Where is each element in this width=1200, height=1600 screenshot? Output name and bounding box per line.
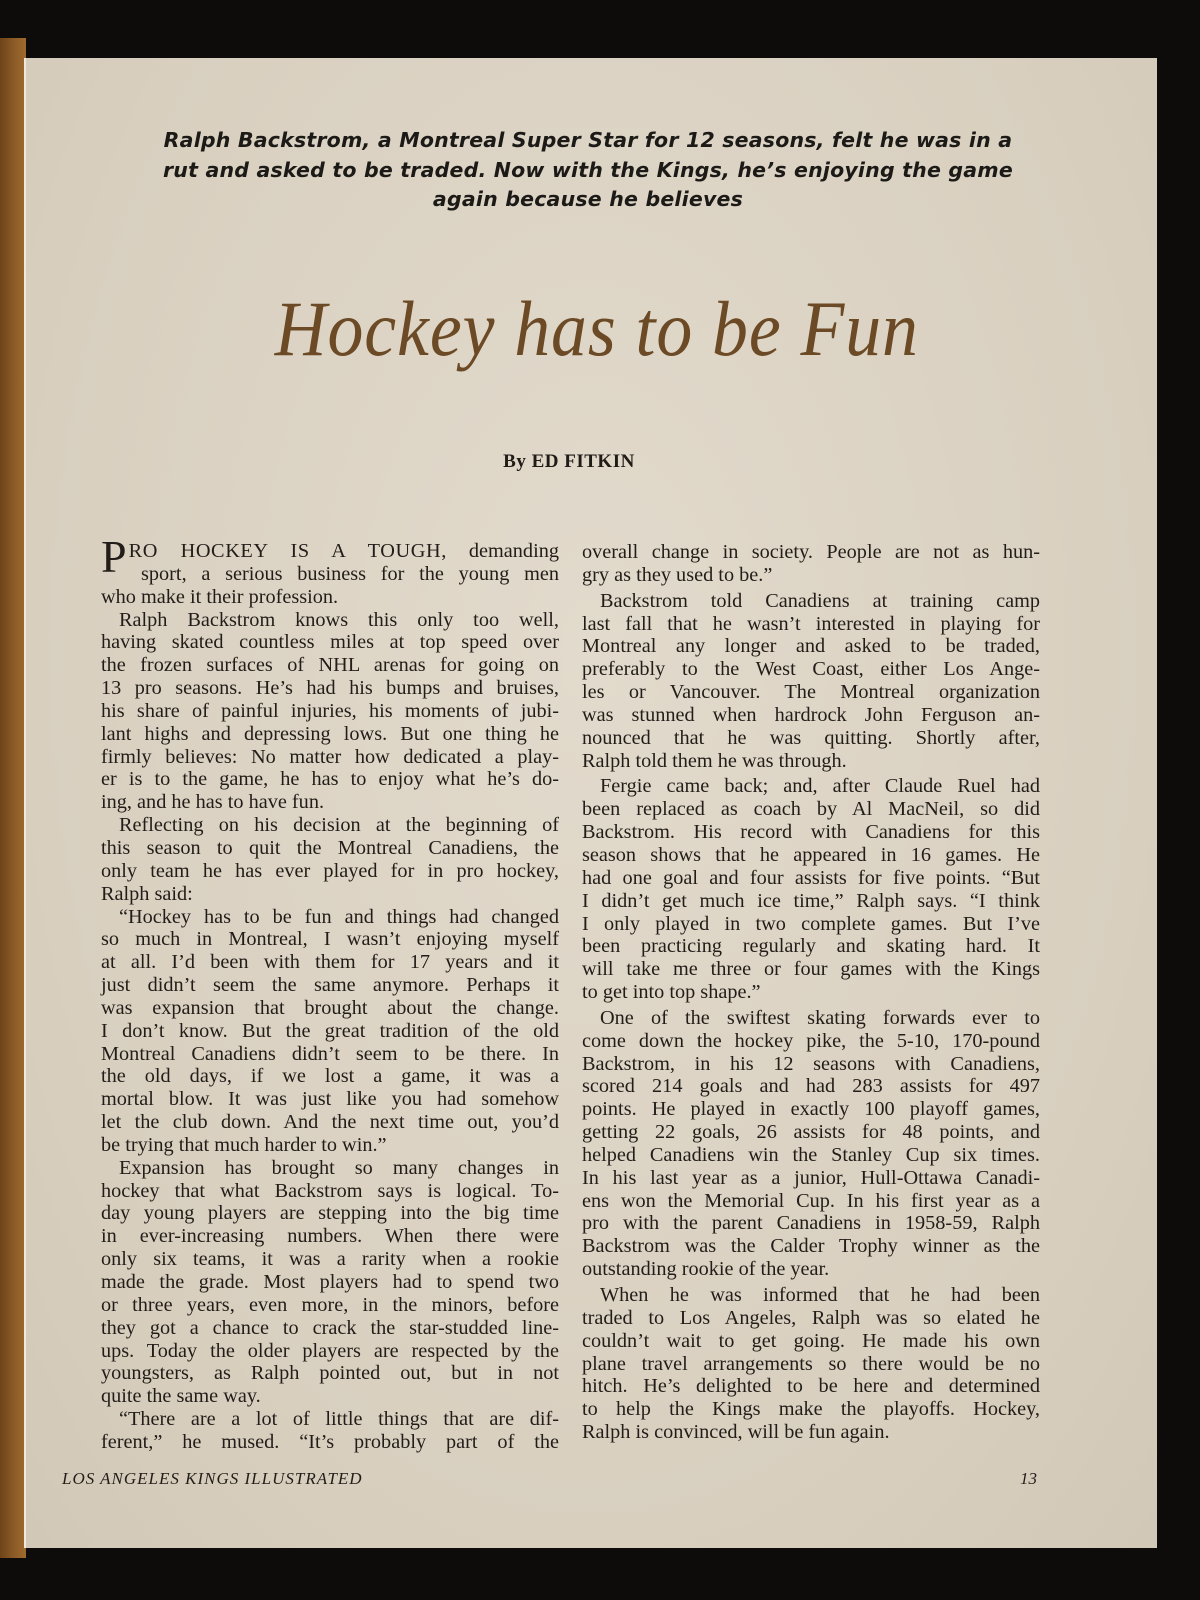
text-line: les or Vancouver. The Montreal organization <box>582 681 1040 704</box>
text-line: quite the same way. <box>101 1385 261 1408</box>
text-line: be trying that much harder to win.” <box>101 1133 387 1156</box>
byline: By ED FITKIN <box>503 451 635 472</box>
text-line: the frozen surfaces of NHL arenas for going on <box>101 654 559 677</box>
text-line: When he was informed that he had been <box>600 1284 1040 1306</box>
text-line: overall change in society. People are not as hun- <box>582 541 1040 563</box>
left-column <box>101 531 559 1454</box>
text-line: Ralph Backstrom knows this only too well, <box>119 608 559 631</box>
text-line: Backstrom. His record with Canadiens for this <box>582 821 1040 844</box>
text-line: Reflecting on his decision at the beginning of <box>119 814 559 837</box>
text-line: points. He played in exactly 100 playoff games, <box>582 1098 1040 1121</box>
text-line: mortal blow. It was just like you had somehow <box>101 1088 559 1111</box>
text-line: traded to Los Angeles, Ralph was so elated he <box>582 1306 1040 1329</box>
text-line: having skated countless miles at top speed over <box>101 631 559 654</box>
text-line: sport, a serious business for the young men <box>141 562 559 585</box>
article-title: Hockey has to be Fun <box>274 285 919 372</box>
text-line: pro with the parent Canadiens in 1958-59, Ralph <box>582 1212 1040 1235</box>
deck-line: Ralph Backstrom, a Montreal Super Star for 12 seasons, felt he was in a <box>163 128 1013 152</box>
text-line: scored 214 goals and had 283 assists for 497 <box>582 1075 1040 1098</box>
magazine-spine <box>0 38 26 1558</box>
text-line: who make it their profession. <box>101 585 339 608</box>
text-line: couldn’t wait to get going. He made his own <box>582 1329 1040 1352</box>
text-line: Backstrom was the Calder Trophy winner as the <box>582 1235 1040 1258</box>
text-line: Fergie came back; and, after Claude Ruel had <box>600 775 1040 798</box>
text-line: made the grade. Most players had to spend two <box>101 1271 559 1293</box>
text-line: Ralph told them he was through. <box>582 749 847 772</box>
page-number: 13 <box>1020 1469 1037 1488</box>
text-line: the old days, if we lost a game, it was a <box>101 1065 559 1088</box>
text-line: firmly believes: No matter how dedicated a play- <box>101 745 559 768</box>
text-line: last fall that he wasn’t interested in playing for <box>582 612 1040 635</box>
text-line: I didn’t get much ice time,” Ralph says. “I think <box>582 889 1040 912</box>
deck-line: again because he believes <box>432 187 744 211</box>
text-line: to get into top shape.” <box>582 981 761 1004</box>
text-line: Ralph is convinced, will be fun again. <box>582 1421 890 1444</box>
text-line: er is to the game, he has to enjoy what he’s do- <box>101 768 559 791</box>
text-line: was stunned when hardrock John Ferguson an- <box>582 703 1040 726</box>
text-line: to help the Kings make the playoffs. Hockey, <box>582 1398 1040 1421</box>
text-line: day young players are stepping into the big time <box>101 1202 559 1225</box>
text-line: in ever-increasing numbers. When there were <box>101 1225 559 1248</box>
opening-caps: RO HOCKEY IS A TOUGH, <box>128 540 447 562</box>
publication-footer: LOS ANGELES KINGS ILLUSTRATED <box>62 1469 363 1488</box>
text-line: “Hockey has to be fun and things had changed <box>119 905 559 928</box>
text-line: been practicing regularly and skating hard. It <box>582 935 1040 958</box>
text-line: outstanding rookie of the year. <box>582 1258 830 1281</box>
text-line: his share of painful injuries, his moments of jubi- <box>101 699 559 722</box>
text-line: gry as they used to be.” <box>582 563 773 586</box>
text-line: only six teams, it was a rarity when a rookie <box>101 1248 559 1271</box>
text-line: Montreal any longer and asked to be traded, <box>582 635 1040 658</box>
text-line: let the club down. And the next time out, you’d <box>101 1111 559 1134</box>
text-line: only team he has ever played for in pro hockey, <box>101 859 559 882</box>
text-line: Expansion has brought so many changes in <box>119 1156 559 1179</box>
text-line: been replaced as coach by Al MacNeil, so did <box>582 798 1040 821</box>
text-line: One of the swiftest skating forwards ever to <box>600 1006 1040 1029</box>
text-line: ing, and he has to have fun. <box>101 791 325 814</box>
drop-cap: P <box>101 531 127 582</box>
text-line: helped Canadiens win the Stanley Cup six times. <box>582 1143 1040 1166</box>
text-line: I don’t know. But the great tradition of the old <box>101 1019 559 1042</box>
text-line: this season to quit the Montreal Canadiens, the <box>101 836 559 859</box>
opening-rest: demanding <box>446 540 559 562</box>
text-line: come down the hockey pike, the 5-10, 170-pound <box>582 1029 1040 1052</box>
text-line: ens won the Memorial Cup. In his first year as a <box>582 1189 1040 1212</box>
text-line: nounced that he was quitting. Shortly after, <box>582 726 1040 749</box>
text-line: preferably to the West Coast, either Los Ange- <box>582 658 1040 681</box>
text-line: hockey that what Backstrom says is logical. To- <box>101 1179 559 1202</box>
text-line: ups. Today the older players are respected by the <box>101 1339 559 1362</box>
text-line: Backstrom told Canadiens at training camp <box>600 589 1040 612</box>
text-line: Montreal Canadiens didn’t seem to be there. In <box>101 1042 559 1065</box>
text-line: plane travel arrangements so there would be no <box>582 1352 1040 1375</box>
text-line: season shows that he appeared in 16 games. He <box>582 843 1040 866</box>
text-line: had one goal and four assists for five points. “But <box>582 866 1040 889</box>
text-line: so much in Montreal, I wasn’t enjoying myself <box>101 928 559 951</box>
text-line: getting 22 goals, 26 assists for 48 points, and <box>582 1121 1040 1144</box>
text-line: Ralph said: <box>101 882 193 905</box>
text-line: was expansion that brought about the change. <box>101 996 559 1019</box>
text-line: at all. I’d been with them for 17 years and it <box>101 951 559 974</box>
text-line: youngsters, as Ralph pointed out, but in not <box>101 1362 559 1385</box>
text-line: lant highs and depressing lows. But one thing he <box>101 722 559 745</box>
deck-line: rut and asked to be traded. Now with the Kings, he’s enjoying the game <box>163 157 1013 182</box>
text-line: hitch. He’s delighted to be here and determined <box>582 1375 1040 1398</box>
text-line: “There are a lot of little things that are dif- <box>119 1408 559 1431</box>
text-line: Backstrom, in his 12 seasons with Canadiens, <box>582 1052 1040 1075</box>
text-line: I only played in two complete games. But I’ve <box>582 912 1040 935</box>
text-line: they got a chance to crack the star-studded line- <box>101 1316 559 1339</box>
article-deck <box>148 126 1028 215</box>
right-column <box>582 541 1040 1444</box>
text-line: or three years, even more, in the minors, before <box>101 1293 559 1316</box>
text-line: ferent,” he mused. “It’s probably part of the <box>101 1430 559 1453</box>
text-line: just didn’t seem the same anymore. Perhaps it <box>101 974 559 997</box>
text-line: will take me three or four games with the Kings <box>582 958 1040 981</box>
text-line: In his last year as a junior, Hull-Ottawa Canadi- <box>582 1166 1040 1189</box>
text-line: 13 pro seasons. He’s had his bumps and bruises, <box>101 677 559 700</box>
